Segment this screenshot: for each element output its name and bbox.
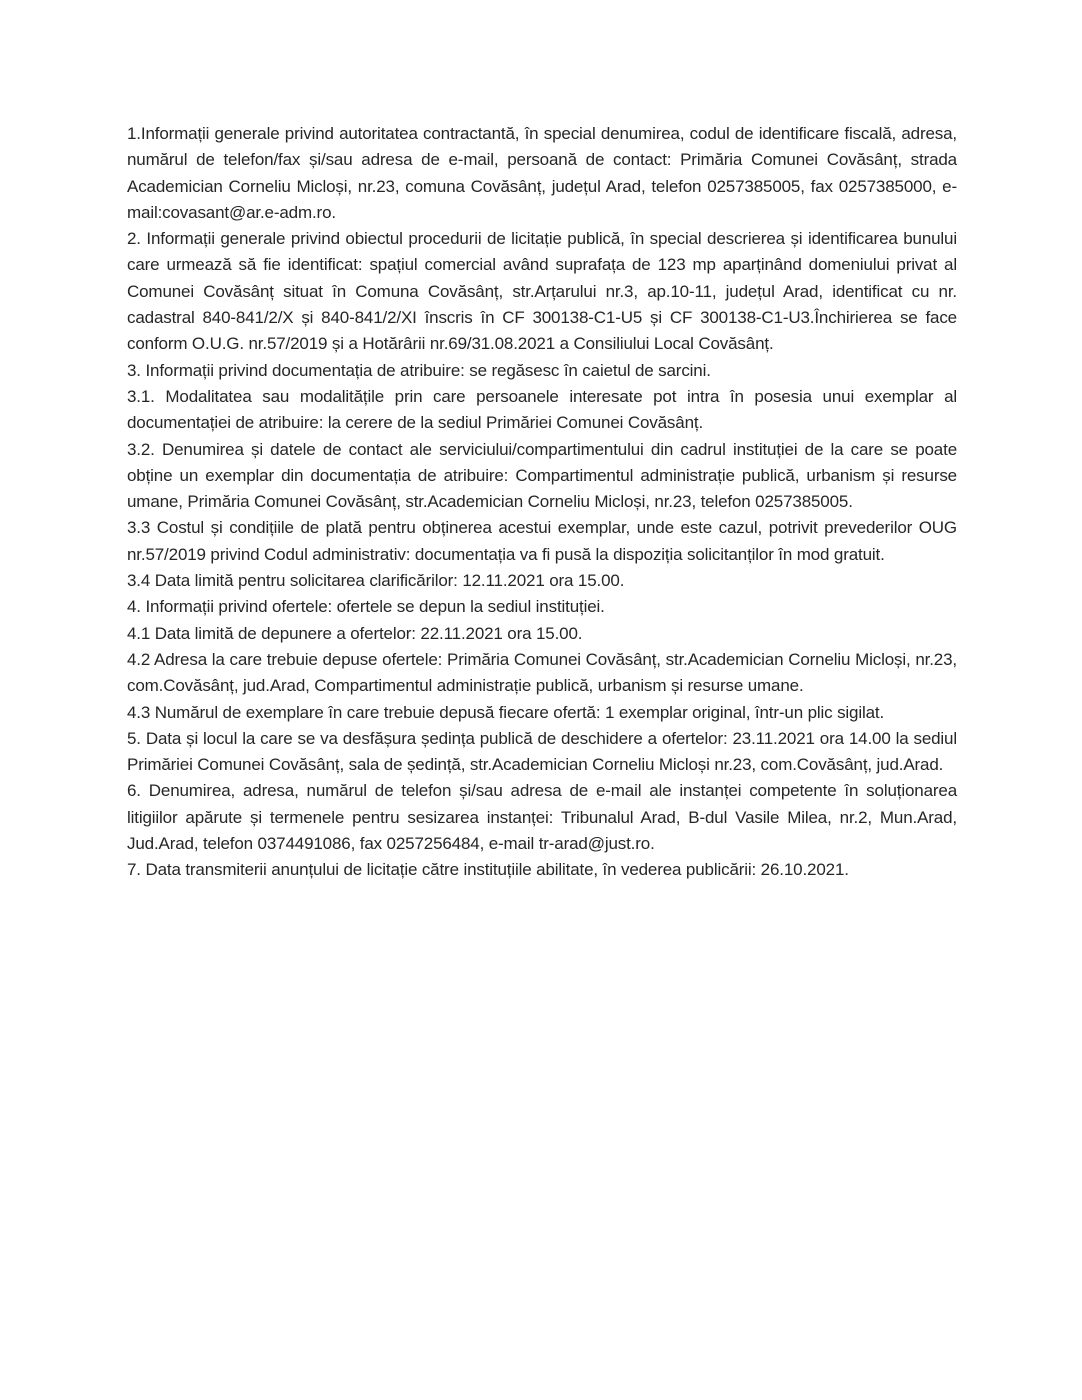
paragraph-3-2-date-contact-serviciu: 3.2. Denumirea și datele de contact ale serviciului/compartimentului din cadrul instituției de la care se poate obține un exemplar din documentația de atribuire: Compartimentul administrație publică, urbanism și resurse umane, Primăria Comunei Covăsânț, str.Academician Corneliu Micloși, nr.23, telefon 0257385005. xyxy=(127,439,957,512)
paragraph-3-3-cost-plata: 3.3 Costul și condițiile de plată pentru obținerea acestui exemplar, unde este cazul, potrivit prevederilor OUG nr.57/2019 privind Codul administrativ: documentația va fi pusă la dispoziția solicitanților în mod gratuit. xyxy=(127,518,957,564)
paragraph-4-3-numar-exemplare: 4.3 Numărul de exemplare în care trebuie depusă fiecare ofertă: 1 exemplar original, într-un plic sigilat. xyxy=(127,702,885,722)
document-text-block xyxy=(127,121,957,884)
paragraph-6-instanta-competenta: 6. Denumirea, adresa, numărul de telefon și/sau adresa de e-mail ale instanței competente în soluționarea litigiilor apărute și termenele pentru sesizarea instanței: Tribunalul Arad, B-dul Vasile Milea, nr.2, Mun.Arad, Jud.Arad, telefon 0374491086, fax 0257256484, e-mail tr-arad@just.ro. xyxy=(127,781,957,854)
paragraph-3-documentatie-atribuire: 3. Informații privind documentația de atribuire: se regăsesc în caietul de sarcini. xyxy=(127,360,711,380)
paragraph-3-4-data-limita-clarificari: 3.4 Data limită pentru solicitarea clarificărilor: 12.11.2021 ora 15.00. xyxy=(127,571,625,591)
paragraph-4-1-data-limita-depunere: 4.1 Data limită de depunere a ofertelor: 22.11.2021 ora 15.00. xyxy=(127,623,583,643)
paragraph-4-informatii-oferte: 4. Informații privind ofertele: ofertele se depun la sediul instituției. xyxy=(127,597,605,617)
paragraph-2-obiect-licitatie: 2. Informații generale privind obiectul procedurii de licitație publică, în special descrierea și identificarea bunului care urmează să fie identificat: spațiul comercial având suprafața de 123 mp aparținând domeniului privat al Comunei Covăsânț situat în Comuna Covăsânț, str.Arțarului nr.3, ap.10-11, județul Arad, identificat cu nr. cadastral 840-841/2/X și 840-841/2/XI înscris în CF 300138-C1-U5 și CF 300138-C1-U3.Închirierea se face conform O.U.G. nr.57/2019 și a Hotărârii nr.69/31.08.2021 a Consiliului Local Covăsânț. xyxy=(127,229,957,354)
paragraph-5-sedinta-deschidere: 5. Data și locul la care se va desfășura ședința publică de deschidere a ofertelor: 23.11.2021 ora 14.00 la sediul Primăriei Comunei Covăsânț, sala de ședință, str.Academician Corneliu Micloși nr.23, com.Covăsânț, jud.Arad. xyxy=(127,728,957,775)
paragraph-7-data-transmitere: 7. Data transmiterii anunțului de licitație către instituțiile abilitate, în vederea publicării: 26.10.2021. xyxy=(127,860,849,880)
paragraph-3-1-modalitate-obtinere: 3.1. Modalitatea sau modalitățile prin care persoanele interesate pot intra în posesia unui exemplar al documentației de atribuire: la cerere de la sediul Primăriei Comunei Covăsânț. xyxy=(127,386,957,433)
paragraph-1-autoritate-contractanta: 1.Informații generale privind autoritatea contractantă, în special denumirea, codul de identificare fiscală, adresa, numărul de telefon/fax și/sau adresa de e-mail, persoană de contact: Primăria Comunei Covăsânț, strada Academician Corneliu Micloși, nr.23, comuna Covăsânț, județul Arad, telefon 0257385005, fax 0257385000, e-mail:covasant@ar.e-adm.ro. xyxy=(127,124,957,222)
paragraph-4-2-adresa-depunere: 4.2 Adresa la care trebuie depuse ofertele: Primăria Comunei Covăsânț, str.Academician Corneliu Micloși, nr.23, com.Covăsânț, jud.Arad, Compartimentul administrație publică, urbanism și resurse umane. xyxy=(127,649,957,696)
